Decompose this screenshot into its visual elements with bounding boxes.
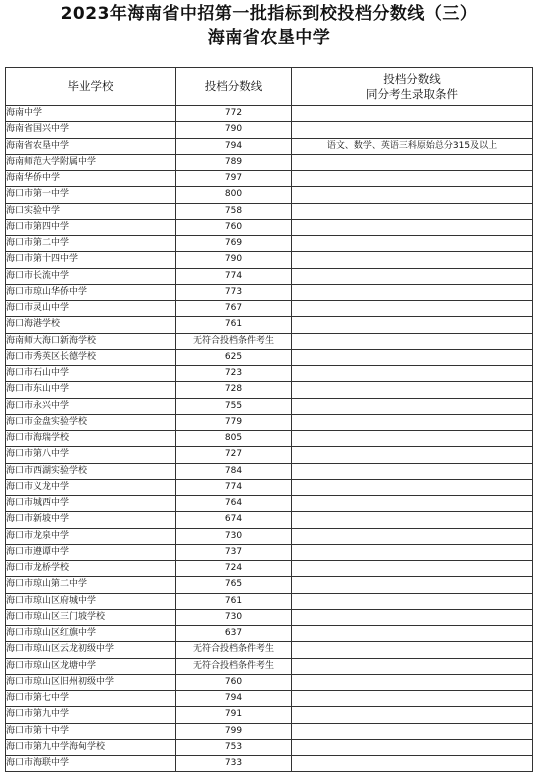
school-name-cell: 海口市秀英区长德学校 [6, 349, 176, 365]
table-header-row [6, 68, 533, 106]
header-condition-line1: 投档分数线 [383, 71, 441, 86]
score-cell: 723 [176, 366, 292, 382]
table-row [6, 187, 533, 203]
school-name-cell: 海口市琼山华侨中学 [6, 284, 176, 300]
school-name-cell: 海口市琼山区府城中学 [6, 593, 176, 609]
score-cell: 772 [176, 106, 292, 122]
table-row [6, 382, 533, 398]
table-row [6, 106, 533, 122]
table-row [6, 626, 533, 642]
document-subtitle: 海南省农垦中学 [207, 28, 331, 48]
tie-condition-cell: 语文、数学、英语三科原始总分315及以上 [292, 138, 533, 154]
school-name-cell: 海口市永兴中学 [6, 398, 176, 414]
school-name-cell: 海口市灵山中学 [6, 301, 176, 317]
table-row [6, 544, 533, 560]
school-name-cell: 海口市第十中学 [6, 723, 176, 739]
score-cell: 764 [176, 496, 292, 512]
table-body [6, 106, 533, 772]
tie-condition-cell [292, 658, 533, 674]
tie-condition-cell [292, 252, 533, 268]
table-row [6, 674, 533, 690]
school-name-cell: 海口市第九中学 [6, 707, 176, 723]
school-name-cell: 海口实验中学 [6, 203, 176, 219]
tie-condition-cell [292, 122, 533, 138]
school-name-cell: 海口市琼山区云龙初级中学 [6, 642, 176, 658]
table-row [6, 723, 533, 739]
school-name-cell: 海南师大海口新海学校 [6, 333, 176, 349]
school-name-cell: 海口海港学校 [6, 317, 176, 333]
school-name-cell: 海口市琼山第二中学 [6, 577, 176, 593]
tie-condition-cell [292, 609, 533, 625]
tie-condition-cell [292, 219, 533, 235]
school-name-cell: 海南省农垦中学 [6, 138, 176, 154]
tie-condition-cell [292, 577, 533, 593]
tie-condition-cell [292, 528, 533, 544]
tie-condition-cell [292, 171, 533, 187]
tie-condition-cell [292, 496, 533, 512]
tie-condition-cell [292, 626, 533, 642]
tie-condition-cell [292, 268, 533, 284]
score-cell: 799 [176, 723, 292, 739]
school-name-cell: 海口市第九中学海甸学校 [6, 739, 176, 755]
school-name-cell: 海口市琼山区红旗中学 [6, 626, 176, 642]
tie-condition-cell [292, 642, 533, 658]
score-cell: 790 [176, 252, 292, 268]
score-cell: 797 [176, 171, 292, 187]
score-cell: 791 [176, 707, 292, 723]
tie-condition-cell [292, 739, 533, 755]
score-cell: 779 [176, 414, 292, 430]
score-cell: 761 [176, 593, 292, 609]
table-row [6, 154, 533, 170]
score-cell: 737 [176, 544, 292, 560]
document-title: 2023年海南省中招第一批指标到校投档分数线（三） [60, 4, 478, 24]
score-cell: 625 [176, 349, 292, 365]
table-row [6, 398, 533, 414]
score-cell: 无符合投档条件考生 [176, 333, 292, 349]
tie-condition-cell [292, 284, 533, 300]
table-row [6, 431, 533, 447]
table-row [6, 333, 533, 349]
tie-condition-cell [292, 691, 533, 707]
tie-condition-cell [292, 463, 533, 479]
score-cell: 674 [176, 512, 292, 528]
table-row [6, 512, 533, 528]
table-row [6, 593, 533, 609]
score-cell: 794 [176, 138, 292, 154]
tie-condition-cell [292, 398, 533, 414]
table-row [6, 252, 533, 268]
school-name-cell: 海口市第四中学 [6, 219, 176, 235]
table-row [6, 366, 533, 382]
school-name-cell: 海口市金盘实验学校 [6, 414, 176, 430]
school-name-cell: 海口市龙泉中学 [6, 528, 176, 544]
header-condition-line2: 同分考生录取条件 [366, 86, 458, 101]
tie-condition-cell [292, 349, 533, 365]
score-cell: 724 [176, 561, 292, 577]
school-name-cell: 海南省国兴中学 [6, 122, 176, 138]
table-row [6, 739, 533, 755]
score-cell: 761 [176, 317, 292, 333]
school-name-cell: 海口市第二中学 [6, 236, 176, 252]
score-cell: 794 [176, 691, 292, 707]
school-name-cell: 海口市琼山区三门坡学校 [6, 609, 176, 625]
table-row [6, 528, 533, 544]
table-row [6, 268, 533, 284]
table-row [6, 236, 533, 252]
table-row [6, 479, 533, 495]
tie-condition-cell [292, 382, 533, 398]
school-name-cell: 海口市龙桥学校 [6, 561, 176, 577]
school-name-cell: 海南师范大学附属中学 [6, 154, 176, 170]
school-name-cell: 海口市第七中学 [6, 691, 176, 707]
school-name-cell: 海口市第一中学 [6, 187, 176, 203]
table-row [6, 609, 533, 625]
score-cell: 无符合投档条件考生 [176, 658, 292, 674]
school-name-cell: 海口市第十四中学 [6, 252, 176, 268]
school-name-cell: 海口市海瑞学校 [6, 431, 176, 447]
tie-condition-cell [292, 674, 533, 690]
score-cell: 760 [176, 219, 292, 235]
tie-condition-cell [292, 431, 533, 447]
school-name-cell: 海口市琼山区龙塘中学 [6, 658, 176, 674]
score-cell: 无符合投档条件考生 [176, 642, 292, 658]
score-cell: 790 [176, 122, 292, 138]
score-cell: 800 [176, 187, 292, 203]
tie-condition-cell [292, 544, 533, 560]
school-name-cell: 海口市海联中学 [6, 756, 176, 772]
score-cell: 784 [176, 463, 292, 479]
header-condition [292, 68, 533, 106]
table-row [6, 658, 533, 674]
tie-condition-cell [292, 106, 533, 122]
table-row [6, 463, 533, 479]
score-cell: 774 [176, 268, 292, 284]
score-cell: 758 [176, 203, 292, 219]
tie-condition-cell [292, 707, 533, 723]
school-name-cell: 海口市遵谭中学 [6, 544, 176, 560]
school-name-cell: 海口市城西中学 [6, 496, 176, 512]
header-school: 毕业学校 [6, 68, 176, 106]
table-row [6, 203, 533, 219]
tie-condition-cell [292, 366, 533, 382]
table-row [6, 171, 533, 187]
table-row [6, 642, 533, 658]
table-row [6, 349, 533, 365]
table-row [6, 317, 533, 333]
school-name-cell: 海口市琼山区旧州初级中学 [6, 674, 176, 690]
tie-condition-cell [292, 203, 533, 219]
tie-condition-cell [292, 447, 533, 463]
tie-condition-cell [292, 317, 533, 333]
school-name-cell: 海口市义龙中学 [6, 479, 176, 495]
tie-condition-cell [292, 414, 533, 430]
score-table [5, 67, 533, 772]
table-row [6, 122, 533, 138]
table-row [6, 284, 533, 300]
score-cell: 730 [176, 609, 292, 625]
table-row [6, 707, 533, 723]
tie-condition-cell [292, 756, 533, 772]
tie-condition-cell [292, 593, 533, 609]
table-row [6, 138, 533, 154]
tie-condition-cell [292, 479, 533, 495]
score-cell: 727 [176, 447, 292, 463]
school-name-cell: 海口市长流中学 [6, 268, 176, 284]
score-cell: 773 [176, 284, 292, 300]
table-row [6, 691, 533, 707]
score-cell: 637 [176, 626, 292, 642]
tie-condition-cell [292, 236, 533, 252]
tie-condition-cell [292, 333, 533, 349]
table-row [6, 561, 533, 577]
score-cell: 789 [176, 154, 292, 170]
score-cell: 728 [176, 382, 292, 398]
tie-condition-cell [292, 723, 533, 739]
score-cell: 753 [176, 739, 292, 755]
school-name-cell: 海口市西湖实验学校 [6, 463, 176, 479]
table-row [6, 219, 533, 235]
tie-condition-cell [292, 187, 533, 203]
score-cell: 805 [176, 431, 292, 447]
header-score: 投档分数线 [176, 68, 292, 106]
school-name-cell: 海口市第八中学 [6, 447, 176, 463]
school-name-cell: 海口市东山中学 [6, 382, 176, 398]
school-name-cell: 海南中学 [6, 106, 176, 122]
table-row [6, 577, 533, 593]
score-cell: 767 [176, 301, 292, 317]
school-name-cell: 海南华侨中学 [6, 171, 176, 187]
school-name-cell: 海口市新坡中学 [6, 512, 176, 528]
tie-condition-cell [292, 301, 533, 317]
table-row [6, 301, 533, 317]
score-cell: 765 [176, 577, 292, 593]
school-name-cell: 海口市石山中学 [6, 366, 176, 382]
score-cell: 733 [176, 756, 292, 772]
score-cell: 730 [176, 528, 292, 544]
table-row [6, 496, 533, 512]
score-cell: 760 [176, 674, 292, 690]
score-cell: 774 [176, 479, 292, 495]
tie-condition-cell [292, 561, 533, 577]
table-row [6, 756, 533, 772]
tie-condition-cell [292, 512, 533, 528]
table-row [6, 414, 533, 430]
score-cell: 755 [176, 398, 292, 414]
tie-condition-cell [292, 154, 533, 170]
score-cell: 769 [176, 236, 292, 252]
table-row [6, 447, 533, 463]
